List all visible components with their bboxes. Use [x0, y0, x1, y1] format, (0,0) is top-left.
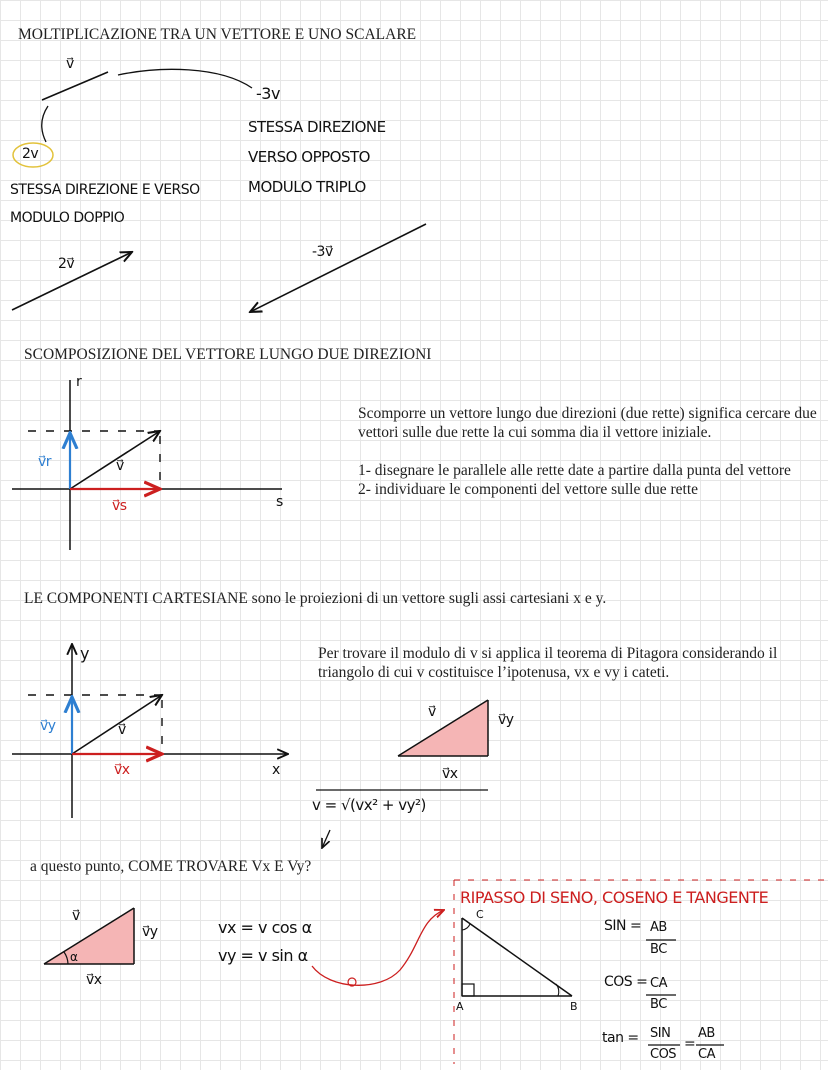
- sin-label: SIN =: [604, 918, 642, 934]
- note-right-line: VERSO OPPOSTO: [248, 148, 370, 166]
- label-vr: v⃗r: [38, 454, 52, 470]
- tan-equals: =: [684, 1036, 696, 1052]
- label-minus3v-vector: -3v⃗: [312, 244, 333, 260]
- note-left-line: MODULO DOPPIO: [10, 210, 125, 226]
- label-minus3v: -3v: [256, 84, 280, 103]
- label-v: v⃗: [66, 56, 74, 72]
- sin-denominator: BC: [650, 942, 667, 957]
- triangle-label-vx: v⃗x: [442, 766, 458, 782]
- paragraph: Scomporre un vettore lungo due direzioni (due rette) significa cercare due vettori sulle due rette la cui somma dia il vettore iniziale.: [358, 405, 817, 441]
- note-left-line: STESSA DIREZIONE E VERSO: [10, 182, 200, 198]
- angle-c-arc: [462, 924, 470, 930]
- point-b: B: [570, 1000, 578, 1013]
- angle-label: α: [70, 950, 78, 964]
- triangle-label-vy: v⃗y: [142, 924, 158, 940]
- cos-denominator: BC: [650, 997, 667, 1012]
- label-vx: v⃗x: [114, 762, 130, 778]
- tan-label: tan =: [602, 1030, 639, 1046]
- section4-question: a questo punto, COME TROVARE Vx E Vy?: [30, 858, 312, 875]
- label-vs: v⃗s: [112, 498, 127, 514]
- label-vy: v⃗y: [40, 718, 56, 734]
- cos-numerator: CA: [650, 976, 667, 991]
- point-c: C: [476, 908, 484, 921]
- note-right-line: STESSA DIREZIONE: [248, 118, 386, 136]
- label-axis-x: x: [272, 762, 280, 778]
- equation-vx: vx = v cos α: [218, 918, 312, 937]
- step-1: 1- disegnare le parallele alle rette date a partire dalla punta del vettore: [358, 462, 791, 479]
- section5-title: RIPASSO DI SENO, COSENO E TANGENTE: [460, 888, 769, 907]
- section1-title: MOLTIPLICAZIONE TRA UN VETTORE E UNO SCALARE: [18, 26, 417, 43]
- triangle-label-vy: v⃗y: [498, 712, 514, 728]
- label-axis-y: y: [80, 644, 89, 663]
- triangle-side-bc: [462, 918, 572, 996]
- note-right-line: MODULO TRIPLO: [248, 178, 366, 196]
- label-axis-s: s: [276, 494, 283, 510]
- label-axis-r: r: [76, 374, 82, 390]
- cos-label: COS =: [604, 974, 648, 990]
- right-angle-mark: [462, 984, 474, 996]
- step-2: 2- individuare le componenti del vettore sulle due rette: [358, 481, 699, 498]
- pythagoras-formula: v = √(vx² + vy²): [312, 796, 426, 814]
- tan-denominator-1: COS: [650, 1047, 677, 1062]
- label-v: v⃗: [116, 458, 124, 474]
- tan-numerator-2: AB: [698, 1026, 715, 1041]
- sin-numerator: AB: [650, 920, 667, 935]
- tan-denominator-2: CA: [698, 1047, 715, 1062]
- triangle-label-v: v⃗: [428, 704, 436, 720]
- triangle-label-v: v⃗: [72, 908, 80, 924]
- pythagoras-text: Per trovare il modulo di v si applica il teorema di Pitagora considerando il triangolo di cui v costituisce l’ipotenusa, vx e vy i cateti.: [318, 645, 778, 681]
- label-v: v⃗: [118, 722, 126, 738]
- label-2v-vector: 2v⃗: [58, 256, 75, 272]
- label-2v: 2v: [22, 146, 39, 162]
- equation-vy: vy = v sin α: [218, 946, 308, 965]
- tan-numerator-1: SIN: [650, 1026, 671, 1041]
- point-a: A: [456, 1000, 464, 1013]
- connector-arrow: [312, 910, 444, 985]
- triangle-label-vx: v⃗x: [86, 972, 102, 988]
- section2-title: SCOMPOSIZIONE DEL VETTORE LUNGO DUE DIREZIONI: [24, 346, 432, 363]
- section3-title: LE COMPONENTI CARTESIANE sono le proiezioni di un vettore sugli assi cartesiani x e y.: [24, 590, 607, 607]
